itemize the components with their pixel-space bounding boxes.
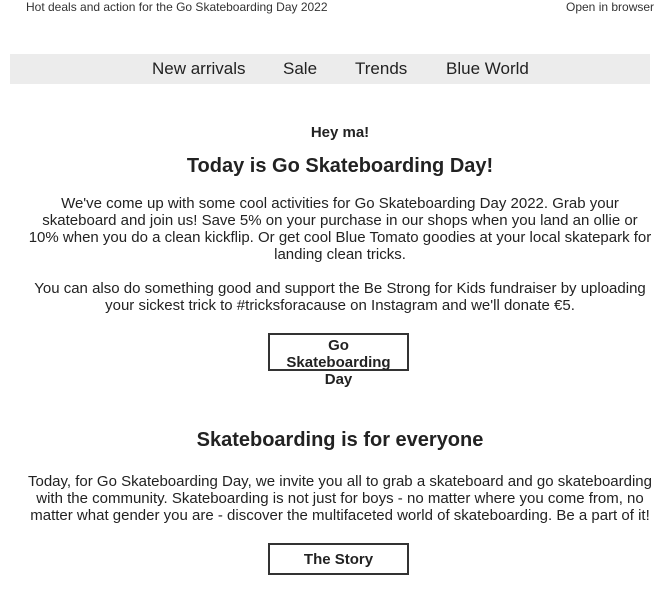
section1-title: Today is Go Skateboarding Day!: [186, 155, 494, 177]
open-in-browser-link[interactable]: Open in browser: [566, 0, 655, 14]
nav-item-sale[interactable]: Sale: [283, 59, 318, 78]
nav-item-new-arrivals[interactable]: New arrivals: [152, 59, 246, 78]
section1-paragraph-1: We've come up with some cool activities for Go Skateboarding Day 2022. Grab your skateboard and join us! Save 5% on your purchase in our shops when you land an ollie or 10% when you do a clean kickflip. Or get cool Blue Tomato goodies at your local skatepark for landing clean tricks.: [28, 195, 652, 263]
nav-item-blue-world[interactable]: Blue World: [446, 59, 529, 78]
the-story-button[interactable]: The Story: [268, 543, 409, 575]
main-nav: [10, 54, 650, 84]
section2-title: Skateboarding is for everyone: [196, 429, 484, 451]
nav-item-trends[interactable]: Trends: [355, 59, 408, 78]
go-skateboarding-day-button[interactable]: Go Skateboarding Day: [268, 333, 409, 371]
section2-paragraph: Today, for Go Skateboarding Day, we invite you all to grab a skateboard and go skateboarding with the community. Skateboarding is not just for boys - no matter where you come from, no matter what gender you are - discover the multifaceted world of skateboarding. Be a part of it!: [28, 473, 652, 524]
section1-paragraph-2: You can also do something good and support the Be Strong for Kids fundraiser by uploading your sickest trick to #tricksforacause on Instagram and we'll donate €5.: [34, 280, 646, 314]
greeting: Hey ma!: [310, 124, 370, 141]
preheader: [0, 0, 655, 20]
preheader-text: Hot deals and action for the Go Skateboarding Day 2022: [26, 0, 328, 14]
